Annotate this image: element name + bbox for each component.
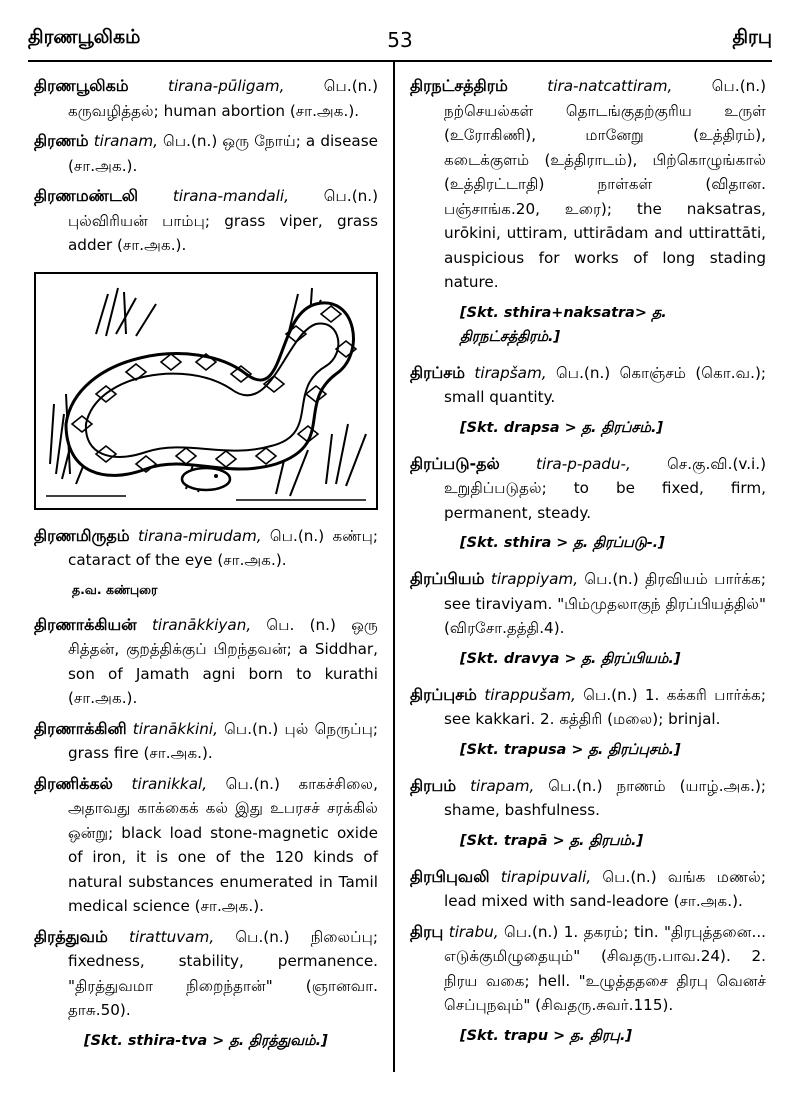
page-header bbox=[28, 22, 772, 56]
definition: பெ.(n.) வங்க மணல்; lead mixed with sand-leadore (சா.அக.). bbox=[444, 867, 767, 910]
headword: திரணமிருதம் bbox=[34, 525, 130, 545]
etymology: [Skt. trapā > த. திரபம்.] bbox=[460, 832, 644, 849]
dictionary-entry bbox=[34, 613, 378, 711]
headword: திரணாக்கினி bbox=[34, 718, 127, 738]
transliteration: tira-p-padu-, bbox=[536, 454, 631, 473]
headword: திரணிக்கல் bbox=[34, 773, 113, 793]
headword: திரணாக்கியன் bbox=[34, 614, 137, 634]
etymology: [Skt. trapusa > த. திரப்புசம்.] bbox=[460, 741, 681, 758]
definition: பெ. (n.) ஒரு சித்தன், குறத்திக்குப் பிறந்தவன்; a Siddhar, son of Jamath agni born to kurathi (சா.அக.). bbox=[68, 615, 378, 707]
dictionary-entry bbox=[34, 129, 378, 178]
etymology: [Skt. sthira-tva > த. திரத்துவம்.] bbox=[84, 1032, 328, 1049]
header-rule bbox=[28, 60, 772, 62]
etymology: [Skt. sthira+naksatra> த. திரநட்சத்திரம்.] bbox=[460, 304, 667, 345]
transliteration: tiranākkini, bbox=[132, 719, 218, 738]
definition: பெ.(n.) நற்செயல்கள் தொடங்குதற்குரிய உருள் (உரோகிணி), மானேறு (உத்திரம்), கடைக்குளம் (உத்திராடம்), பிற்கொழுங்கால் (உத்திரட்டாதி) நாள்கள் (விதான. பஞ்சாங்க.20, உரை); the naksatras, urōkini, uttiram, uttirādam and uttirattāti, auspicious for works of long stading nature. bbox=[444, 77, 766, 291]
definition: பெ.(n.) கொஞ்சம் (கொ.வ.); small quantity. bbox=[444, 363, 767, 406]
page-number: 53 bbox=[387, 28, 413, 52]
definition: பெ.(n.) கருவழித்தல்; human abortion (சா.அக.). bbox=[68, 77, 378, 120]
header-left-guideword: திரணபூலிகம் bbox=[28, 26, 141, 48]
headword: திரணமண்டலி bbox=[34, 186, 138, 205]
transliteration: tirappiyam, bbox=[490, 570, 579, 588]
headword: திரத்துவம் bbox=[34, 926, 108, 946]
transliteration: tirapam, bbox=[470, 776, 535, 795]
dictionary-entry bbox=[410, 683, 766, 732]
headword: திரப்சம் bbox=[410, 362, 466, 382]
dictionary-entry bbox=[410, 865, 766, 914]
headword: திரணபூலிகம் bbox=[34, 76, 129, 95]
dictionary-entry bbox=[410, 920, 766, 1018]
headword: திரநட்சத்திரம் bbox=[410, 76, 508, 95]
right-column bbox=[410, 74, 766, 1060]
headword: திரபிபுவலி bbox=[410, 866, 490, 886]
transliteration: tirapšam, bbox=[474, 363, 547, 382]
dictionary-entry bbox=[410, 452, 766, 526]
dictionary-entry bbox=[410, 567, 766, 641]
etymology: [Skt. drapsa > த. திரப்சம்.] bbox=[460, 419, 664, 436]
headword: திரணம் bbox=[34, 131, 89, 150]
transliteration: tirana-mandali, bbox=[172, 187, 289, 205]
transliteration: tira-natcattiram, bbox=[547, 77, 673, 95]
dictionary-entry bbox=[34, 74, 378, 123]
dictionary-entry bbox=[34, 772, 378, 919]
transliteration: tirattuvam, bbox=[129, 927, 215, 946]
definition: பெ.(n.) திரவியம் பார்க்க; see tiraviyam. "பிம்முதலாகுந் திரப்பியத்தில்" (விரசோ.தத்தி.4). bbox=[444, 570, 766, 637]
definition: பெ.(n.) ஒரு நோய்; a disease (சா.அக.). bbox=[68, 132, 378, 175]
dictionary-entry bbox=[410, 774, 766, 823]
transliteration: tiranākkiyan, bbox=[151, 615, 252, 634]
definition: பெ.(n.) காகச்சிலை, அதாவது காக்கைக் கல் இது உபரசச் சரக்கில் ஒன்று; black load stone-magnetic oxide of iron, it is one of the 120 kinds of natural substances enumerated in Tamil medical science (சா.அக.). bbox=[68, 774, 378, 915]
definition: பெ.(n.) கண்பு; cataract of the eye (சா.அக.). bbox=[68, 526, 378, 569]
transliteration: tiranikkal, bbox=[131, 774, 208, 793]
etymology: [Skt. sthira > த. திரப்படு-.] bbox=[460, 535, 665, 551]
definition: பெ.(n.) 1. கக்கரி பார்க்க; see kakkari. 2. கத்திரி (மலை); brinjal. bbox=[444, 685, 767, 728]
definition: பெ.(n.) புல்விரியன் பாம்பு; grass viper, grass adder (சா.அக.). bbox=[68, 187, 378, 254]
dictionary-entry bbox=[410, 74, 766, 295]
definition: செ.கு.வி.(v.i.) உறுதிப்படுதல்; to be fixed, firm, permanent, steady. bbox=[444, 454, 767, 522]
snake-illustration bbox=[34, 272, 378, 510]
headword: திரபு bbox=[410, 921, 444, 941]
transliteration: tirabu, bbox=[448, 922, 499, 941]
grass-viper-snake-icon bbox=[36, 274, 376, 508]
transliteration: tirappušam, bbox=[484, 685, 576, 704]
etymology: [Skt. trapu > த. திரபு.] bbox=[460, 1027, 633, 1044]
column-divider bbox=[393, 62, 395, 1072]
headword: திரப்பியம் bbox=[410, 569, 485, 588]
transliteration: tirapipuvali, bbox=[500, 867, 592, 886]
header-right-guideword: திரபு bbox=[732, 26, 772, 48]
transliteration: tirana-mirudam, bbox=[137, 526, 262, 545]
transliteration: tirana-pūligam, bbox=[168, 77, 285, 95]
dictionary-entry bbox=[34, 717, 378, 766]
definition: பெ.(n.) நிலைப்பு; fixedness, stability, permanence. "திரத்துவமா நிறைந்தான்" (ஞானவா. தாசு.50). bbox=[68, 927, 378, 1019]
dictionary-entry bbox=[34, 524, 378, 573]
definition: பெ.(n.) புல் நெருப்பு; grass fire (சா.அக.). bbox=[68, 719, 378, 762]
etymology: [Skt. dravya > த. திரப்பியம்.] bbox=[460, 650, 681, 667]
headword: திரப்புசம் bbox=[410, 684, 477, 704]
definition: பெ.(n.) 1. தகரம்; tin. "திரபுத்தனை... எடுக்குமிழுதையும்" (சிவதரு.பாவ.24). 2. நிரய வகை; hell. "உழுத்ததசை திரபு வெனச் செப்புநவும்" (சிவதரு.சுவர்.115). bbox=[444, 922, 767, 1014]
headword: திரபம் bbox=[410, 775, 457, 795]
usage-note: த.வ. கண்புரை bbox=[72, 581, 158, 597]
dictionary-entry bbox=[34, 184, 378, 258]
transliteration: tiranam, bbox=[93, 132, 158, 150]
dictionary-entry bbox=[410, 361, 766, 410]
dictionary-entry bbox=[34, 925, 378, 1023]
headword: திரப்படு-தல் bbox=[410, 453, 500, 473]
definition: பெ.(n.) நாணம் (யாழ்.அக.); shame, bashfulness. bbox=[444, 776, 767, 819]
left-column bbox=[34, 74, 378, 1065]
